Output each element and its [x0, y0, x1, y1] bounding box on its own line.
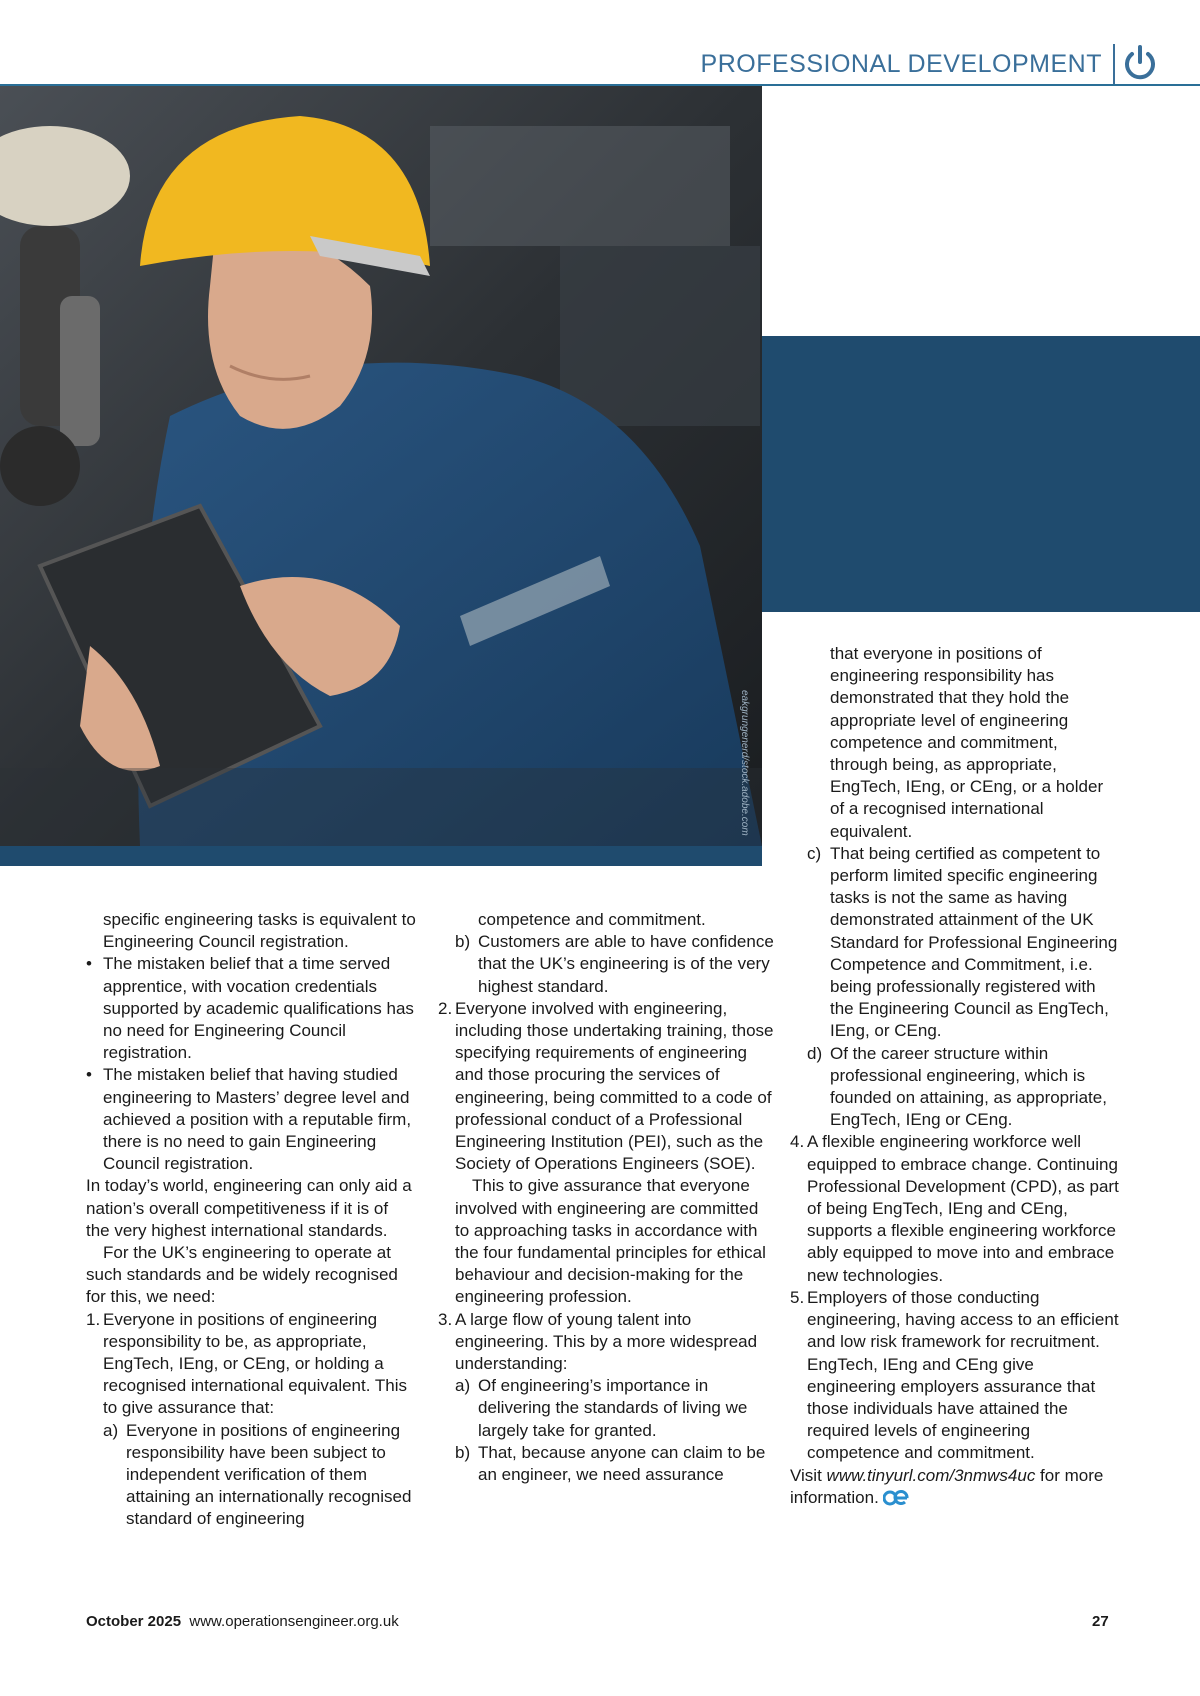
bullet-item: • The mistaken belief that having studied engineering to Masters’ degree level and achieved a position with a reputable firm, there is no need to gain Engineering Council registration. [86, 1065, 412, 1174]
footer-url[interactable]: www.operationsengineer.org.uk [189, 1613, 399, 1630]
header-divider [1113, 44, 1115, 84]
oe-logo-icon [883, 1490, 909, 1506]
paragraph: that everyone in positions of engineering responsibility has demonstrated that they hold the appropriate level of engineering competence and commitment, through being, as appropriate, EngTech, IEng, or CEng, or a holder of a recognised international equivalent. [830, 644, 1104, 841]
page-number: 27 [1092, 1613, 1109, 1630]
paragraph: specific engineering tasks is equivalent to Engineering Council registration. [103, 910, 416, 952]
lettered-item: b) Customers are able to have confidence that the UK’s engineering is of the very highest standard. [455, 932, 774, 996]
paragraph: For the UK’s engineering to operate at such standards and be widely recognised for this, we need: [86, 1243, 398, 1307]
paragraph: competence and commitment. [478, 910, 706, 929]
numbered-item: 5. Employers of those conducting engineering, having access to an efficient and low risk framework for recruitment. EngTech, IEng and CEng give engineering employers assurance that those individuals have attained the required levels of engineering competence and commitment. [790, 1287, 1119, 1463]
issue-date: October 2025 [86, 1613, 182, 1630]
lettered-item: a) Everyone in positions of engineering responsibility have been subject to independent verification of them attaining an internationally recognised standard of engineering [103, 1420, 412, 1529]
paragraph: In today’s world, engineering can only aid a nation’s overall competitiveness if it is of the very highest international standards. [86, 1176, 412, 1240]
photo-band [0, 846, 762, 866]
bullet-item: • The mistaken belief that a time served apprentice, with vocation credentials supported by academic qualifications has no need for Engineering Council registration. [86, 954, 414, 1063]
lettered-item: b) That, because anyone can claim to be an engineer, we need assurance [455, 1442, 766, 1485]
visit-link[interactable]: www.tinyurl.com/3nmws4uc [826, 1465, 1036, 1485]
engineer-photo [0, 86, 762, 846]
column-3 [790, 643, 1120, 1509]
lettered-item: c) That being certified as competent to perform limited specific engineering tasks is not the same as having demonstrated attainment of the UK Standard for Professional Engineering Competence and Commitment, i.e. being professionally registered with the Engineering Council as EngTech, IEng, or CEng. [807, 843, 1118, 1041]
footer [86, 1613, 399, 1630]
numbered-item: 2. Everyone involved with engineering, including those undertaking training, those specifying requirements of engineering and those procuring the services of engineering, being committed to a code of professional conduct of a Professional Engineering Institution (PEI), such as the Society of Operations Engineers (SOE). [438, 998, 774, 1174]
photo-credit: eakgrungenerd/stock.adobe.com [739, 690, 750, 836]
numbered-item: 3. A large flow of young talent into engineering. This by a more widespread understanding: [438, 1309, 758, 1374]
numbered-item: 1. Everyone in positions of engineering responsibility to be, as appropriate, EngTech, IEng, or CEng, or holding a recognised international equivalent. This to give assurance that: [86, 1309, 407, 1418]
section-title: PROFESSIONAL DEVELOPMENT [700, 50, 1102, 78]
lettered-item: d) Of the career structure within professional engineering, which is founded on attaining, as appropriate, EngTech, IEng or CEng. [807, 1043, 1107, 1130]
lettered-item: a) Of engineering’s importance in delivering the standards of living we largely take for granted. [455, 1376, 748, 1440]
column-2 [438, 909, 775, 1486]
visit-paragraph: Visit www.tinyurl.com/3nmws4uc for more information. [790, 1465, 1104, 1507]
column-1 [86, 909, 416, 1531]
paragraph: This to give assurance that everyone involved with engineering are committed to approaching tasks in accordance with the four fundamental principles for ethical behaviour and decision-making for the engineering profession. [455, 1176, 766, 1307]
power-icon [1122, 44, 1158, 82]
numbered-item: 4. A flexible engineering workforce well equipped to embrace change. Continuing Professional Development (CPD), as part of being EngTech, IEng and CEng, supports a flexible engineering workforce ably equipped to move into and embrace new technologies. [790, 1132, 1119, 1285]
decorative-blue-block [762, 336, 1200, 612]
